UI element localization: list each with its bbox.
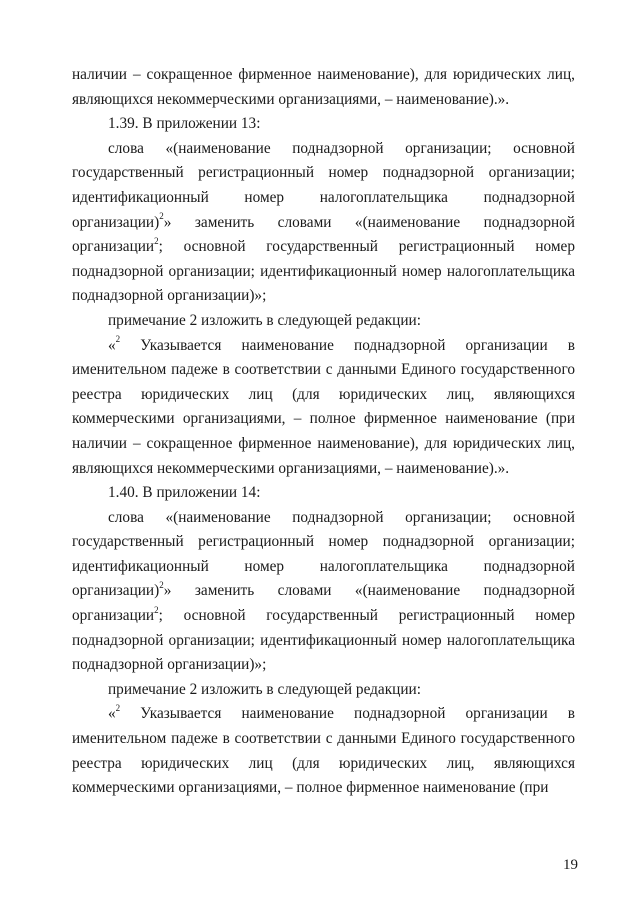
text-segment: «: [108, 705, 116, 723]
footnote-marker: 2: [154, 236, 159, 247]
text-segment: 1.40. В приложении 14:: [108, 484, 261, 502]
paragraph-p1: [72, 63, 575, 112]
paragraph-p2: [72, 112, 575, 137]
text-segment: ; основной государственный регистрационный номер поднадзорной организации; идентификационный номер налогоплательщика поднадзорной организации)»;: [72, 238, 575, 305]
footnote-marker: 2: [154, 604, 159, 615]
text-segment: Указывается наименование поднадзорной организации в именительном падеже в соответствии с данными Единого государственного реестра юридических лиц (для юридических лиц, являющихся коммерческими организациями, – полное фирменное наименование (при наличии – сокращенное фирменное наименование), для юридических лиц, являющихся некоммерческими организациями, – наименование).».: [72, 336, 575, 477]
text-segment: наличии – сокращенное фирменное наименование), для юридических лиц, являющихся некоммерческими организациями, – наименование).».: [72, 66, 575, 108]
paragraph-p4: [72, 309, 575, 334]
page-number: 19: [563, 857, 578, 873]
body-text: [72, 63, 575, 801]
footnote-marker: 2: [159, 211, 164, 222]
text-segment: «: [108, 336, 116, 354]
text-segment: Указывается наименование поднадзорной организации в именительном падеже в соответствии с данными Единого государственного реестра юридических лиц (для юридических лиц, являющихся коммерческими организациями, – полное фирменное наименование (при: [72, 705, 575, 797]
text-segment: примечание 2 изложить в следующей редакции:: [108, 311, 421, 329]
paragraph-p6: [72, 481, 575, 506]
text-segment: » заменить словами «(наименование поднадзорной организации: [72, 213, 575, 256]
paragraph-p3: [72, 137, 575, 309]
paragraph-p9: [72, 702, 575, 800]
text-segment: ; основной государственный регистрационный номер поднадзорной организации; идентификационный номер налогоплательщика поднадзорной организации)»;: [72, 607, 575, 674]
footnote-marker: 2: [159, 580, 164, 591]
text-segment: примечание 2 изложить в следующей редакции:: [108, 680, 421, 698]
text-segment: » заменить словами «(наименование поднадзорной организации: [72, 582, 575, 625]
paragraph-p8: [72, 678, 575, 703]
text-segment: слова «(наименование поднадзорной организации; основной государственный регистрационный номер поднадзорной организации; идентификационный номер налогоплательщика поднадзорной организации): [72, 139, 575, 231]
footnote-marker: 2: [115, 703, 121, 714]
paragraph-p5: [72, 334, 575, 482]
footnote-marker: 2: [115, 334, 121, 345]
paragraph-p7: [72, 506, 575, 678]
text-segment: 1.39. В приложении 13:: [108, 115, 261, 133]
text-segment: слова «(наименование поднадзорной организации; основной государственный регистрационный номер поднадзорной организации; идентификационный номер налогоплательщика поднадзорной организации): [72, 508, 575, 600]
